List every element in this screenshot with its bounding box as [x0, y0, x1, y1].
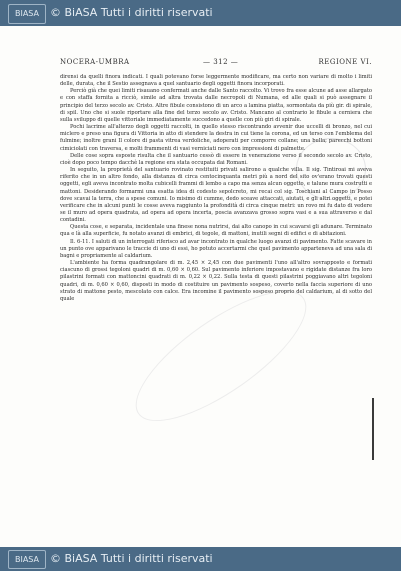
paragraph: L'ambiente ha forma quadrangolare di m. 2,45 × 2,45 con due pavimenti l'uno all'altro sovrapposto e formati ciascuno di grossi tegoloni quadri di m. 0,60 × 0,60. Sul pavimento inferiore impostavano e rigidate distanze fra loro pilastrini formati con mattoncini quadrati di m. 0,22 × 0,22. Sulla testa di questi pilastrini poggiavano altri tegoloni quadri, di m. 0,60 × 0,60, disposti in modo di costituire un pavimento sospeso, coverto nella faccia superiore di uno strato di mattone pesto, mescolato con calce. Era incomine il pavimento sospeso proprio del caldarium, al di sotto del quale: [60, 260, 372, 302]
copyright-banner-top: [0, 0, 401, 26]
running-head-title: NOCERA-UMBRA: [60, 58, 130, 66]
paragraph: dirensi da quelli finora indicati. I quali potevano forse leggermente modificare, ma certo non variare di molto i limiti delle, durata, che il Sestio assegnava a quel santuario degli oggetti finora incorporati.: [60, 74, 372, 88]
page-body: [60, 74, 372, 303]
paragraph: Pochi lacrime all'alterzo degli oggetti raccolti, in quello stesso riscontrando avvenir due uccelli di bronzo, nel cui miclero e preso una figura di Vittoria in atto di stendere la destra in cui tiene la corona, ed un terso con l'emblema del fulmine; inoltre grani Il colore di pasta vitrea verdoliche, adoperati per comporre collane; una bulla; parecchi bottoni cimiciolati con traversa, e molti frammenti di vasi verniciati nero con impressioni di palmette.: [60, 124, 372, 152]
copyright-notice: © BiASA Tutti i diritti riservati: [50, 552, 213, 565]
running-head-section: REGIONE VI.: [318, 58, 372, 66]
copyright-banner-bottom: [0, 547, 401, 571]
paragraph: In seguito, la proprietà del santuario rovinato restituiti privati salirono a qualche villa. Il sig. Tintiroai mi aveva riferito che in un altro fondo, alla distanza di circa centocinquanta metri più a nord del sito ov'erano trovati questi oggetti, egli aveva incontrato molta cubicelli frammi di lembo a capo ma senza alcun oggetto, e talune mura costrutti e mattoni. Desiderando formarmi una esatta idea di codesto sepolcreto, mi recai col sig. Toschiani al Campo in Posso dove scavai la terra, che a spese comuni. Io misimo di cumme, dedo sceave attaccati, aiutati, e gli altri oggetti, e potei verificare che in alcuni punti le cosse aveva raggiunto la profondità di circa cinque metri: un rovo mi fu dato di vedere se il muro ad opera quadrata, ad opera ad opera incerta, poscia avanzava grosso sopra vasi e a sua attraverso e dal contadini.: [60, 167, 372, 224]
margin-rule: [372, 398, 374, 460]
page-number: — 312 —: [203, 58, 239, 66]
copyright-notice: © BiASA Tutti i diritti riservati: [50, 6, 213, 19]
paragraph: Questa cose, e separata, incidentale una finese nona nutrirsi, dai alto canopo in cui scavarsi gli adunare. Terminato qua e là alla superficie, fu notato avanzi di embrici, di tegole, di mattoni, inutili segni di edifici e di abitazioni.: [60, 224, 372, 238]
library-logo: BIASA: [8, 550, 46, 569]
paragraph: Delle cose sopra esposte risulta che il santuario cessò di essere in venerazione verso il secondo secolo av. Cristo, cioè dopo poco tempo dacchè la regione era stata occupata dai Romani.: [60, 152, 372, 166]
library-logo: BIASA: [8, 4, 46, 24]
paragraph: Il. 6-11. I saluti di un interrogati riferisco ad avar incontrato in qualche luogo avanzi di pavimento. Fatte scavare in un punto ove apparivano le traccie di uno di essi, ho potuto accertarmi che quel pavimento apparteneva ad una sala di bagni e propriamente al caldarium.: [60, 238, 372, 259]
paragraph: Perciò già che quei limiti risauano confermati anche dalle Santo raccolto. Vi trovo fra esse alcune ad asse allargato e con staffa fornita a ricciò, simile ad altra trovata dalle necropoli di Numana, ed alle quali si può assegnare il principio del terzo secolo av. Cristo. Altre fibule consistono di un arco a lamina piatta, sormontata da più gir. di spirale, di spil. Uno che si suole riportare alla fine del terzo secolo av. Cristo. Mancano al contrario le fibule a cerniera che sulla sviluppo di quelle vittoriale immediatamente succedono a quelle con più giri di spirale.: [60, 88, 372, 123]
